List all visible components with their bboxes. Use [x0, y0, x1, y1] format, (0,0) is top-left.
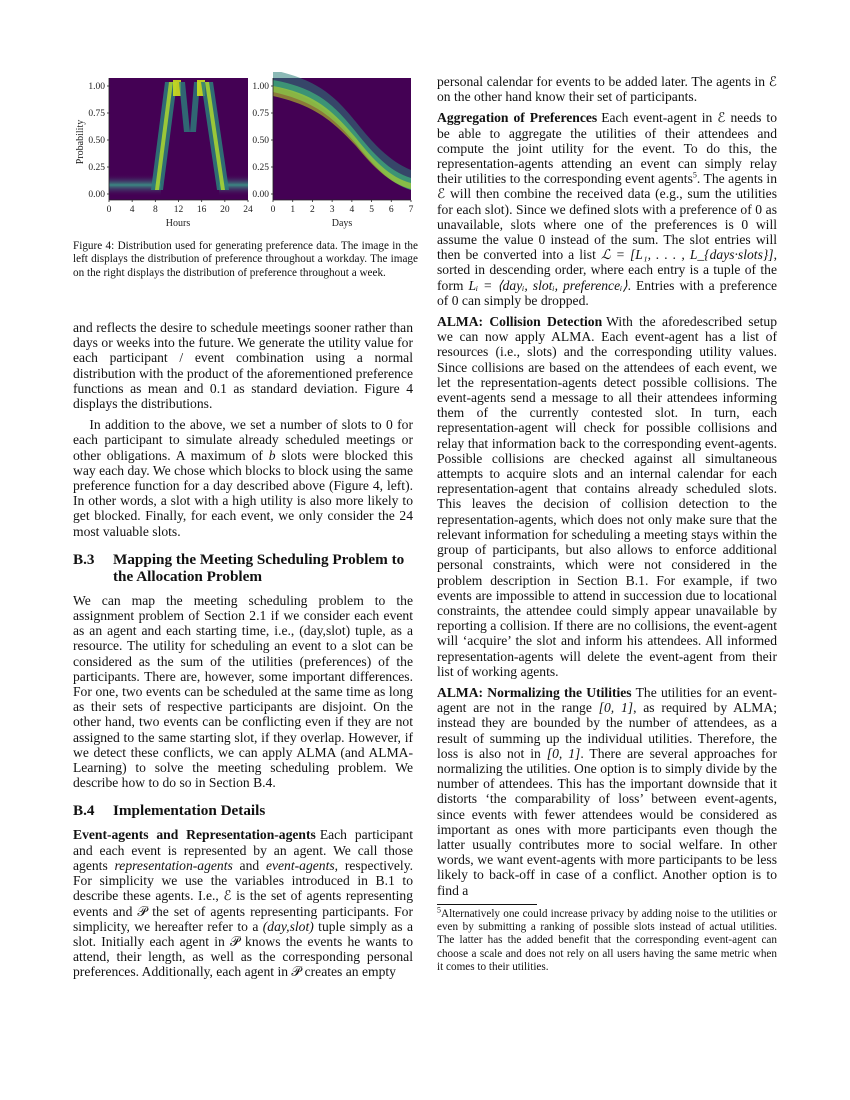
tick-label: 0.75	[88, 109, 105, 119]
tick-label: 2	[310, 205, 315, 215]
tick-label: 0.50	[88, 136, 105, 146]
text-run: Each participant and each event is represented by an agent. We call those agents	[73, 827, 413, 873]
text-run: . There are several approaches for normalizing the utilities. One option is to simply divide by the number of attendees. This has the important downside that it distorts ‘the comparability of loss’ between event-agents, since events with fewer attendees would be considered as important as ones with more participants even though the latter usually contributes more to social welfare. In other words, we want event-agents with more participants to be less likely to back-off in case of a conflict. Another option is to find a	[437, 745, 777, 898]
run-in-heading: ALMA: Collision Detection	[437, 314, 603, 330]
figure-4-caption: Figure 4: Distribution used for generating preference data. The image in the left displays the distribution of preference throughout a workday. The image on the right displays the distribution of preference throughout a week.	[73, 240, 418, 279]
text-run: In addition to the above, we set a number of slots to 0 for each participant to simulate already scheduled meetings or other obligations. A maximum of	[73, 417, 413, 463]
tick-label: 0.50	[252, 136, 269, 146]
right-x-axis-label: Days	[331, 218, 353, 229]
footnote-rule	[437, 904, 537, 905]
math-expression: ℒ = [L₁, . . . , L_{days·slots}]	[600, 247, 774, 263]
paragraph	[73, 827, 413, 979]
right-x-tick-labels	[271, 200, 414, 215]
math-variable: b	[268, 447, 276, 463]
footnote-marker: 5	[692, 170, 697, 180]
tick-label: 5	[369, 205, 374, 215]
run-in-heading: Event-agents and Representation-agents	[73, 827, 316, 843]
footnote-number: 5	[437, 905, 441, 915]
tick-label: 0.25	[252, 163, 269, 173]
tick-label: 0.00	[88, 190, 105, 200]
math-expression: [0, 1]	[598, 700, 634, 716]
text-run: Each event-agent in ℰ needs to be able to aggregate the utilities of their attendees and compute the joint utility for the event. To do this, the representation-agents attending an event can simply relay their utilities to the corresponding event agents	[437, 110, 777, 187]
tick-label: 7	[408, 205, 414, 215]
paragraph	[437, 314, 777, 679]
tick-label: 0	[106, 205, 112, 215]
tick-label: 24	[243, 205, 253, 215]
paragraph	[437, 110, 777, 308]
paragraph	[437, 685, 777, 898]
right-y-tick-labels	[252, 82, 273, 200]
tick-label: 0.00	[252, 190, 269, 200]
paragraph: personal calendar for events to be added later. The agents in ℰ on the other hand know their set of participants.	[437, 74, 777, 105]
tick-label: 20	[220, 205, 230, 215]
paragraph: We can map the meeting scheduling problem to the assignment problem of Section 2.1 if we consider each event as an agent and each starting time, i.e., (day,slot) tuple, as a resource. The utility for scheduling an event to a slot can be considered as the sum of the utilities (preferences) of the participants. There are, however, some important differences. For one, two events can be scheduled at the same time as long as their sets of respective participants are disjoint. On the other hand, two events can be conflicting even if they are not assigned to the same starting slot, if they overlap. However, if we detect these conflicts, we can apply ALMA (and ALMA-Learning) to solve the meeting scheduling problem. We describe how to do so in Section B.4.	[73, 592, 413, 791]
tick-label: 1	[290, 205, 296, 215]
run-in-heading: Aggregation of Preferences	[437, 110, 598, 126]
text-run: and	[232, 857, 266, 873]
footnote	[437, 905, 777, 974]
text-run: With the aforedescribed setup we can now apply ALMA. Each event-agent has a list of resources (i.e., slots) and the corresponding utility values. Since collisions are based on the attendees of each event, we let the representation-agents detect possible collisions. The event-agents send a message to all their attendees informing them of the currently contested slot. In turn, each representation-agent will check for possible collisions and relay that information back to the corresponding event-agents. Possible collisions are checked against all simultaneous attempts to acquire slots and an internal calendar for each representation-agent that contains already scheduled slots. This leaves the decision of collision detection to the representation-agents, which does not only make sure that the relevant information for scheduling a meeting stays within the group of participants, but also allows to enforce additional personal constraints, which were not considered in the problem description in Section B.1. For example, if two events are impossible to attend in succession due to locational constraints, the attendee could simply appear unavailable by reporting a collision. If there are no collisions, the event-agent will ‘acquire’ the slot and inform his attendees. All informed representation-agents will delete the event-agent from their list of working agents.	[437, 314, 777, 679]
math-expression: (day,slot)	[262, 918, 314, 934]
tick-label: 3	[329, 205, 335, 215]
tick-label: 6	[388, 205, 394, 215]
text-run: slots were blocked this way each day. We chose which blocks to block using the same preference function for a day described above (Figure 4, left). In other words, a slot with a high utility is also more likely to get blocked. Finally, for each event, we only consider the 24 most valuable slots.	[73, 447, 413, 539]
left-x-tick-labels	[107, 200, 253, 215]
left-x-axis-label: Hours	[165, 218, 191, 229]
footnote-text: Alternatively one could increase privacy by adding noise to the utilities or even by submitting a ranking of possible slots instead of actual utilities. The latter has the added benefit that the corresponding event-agent can choose a scale and does not rely on all users having the same metric when it comes to their utilities.	[437, 908, 777, 973]
text-run: , sorted in descending order, where each entry is a tuple of the form	[437, 247, 777, 293]
left-heatmap	[109, 78, 248, 200]
text-run: . Entries with a preference of 0 can simply be dropped.	[437, 277, 778, 308]
paragraph	[73, 417, 413, 539]
tick-label: 8	[152, 205, 158, 215]
tick-label: 0	[270, 205, 276, 215]
text-run: . The agents in ℰ will then combine the received data (e.g., sum the utilities for each slot). Since we defined slots with a preference of 0 as unavailable, slots where one of the preferences is 0 will assume the value 0 instead of the sum. The slot entries will then be converted into a list	[437, 171, 777, 263]
tick-label: 1.00	[252, 82, 269, 92]
run-in-heading: ALMA: Normalizing the Utilities	[437, 684, 632, 700]
section-heading-b4	[73, 802, 413, 819]
tick-label: 4	[129, 205, 135, 215]
paragraph: and reflects the desire to schedule meetings sooner rather than days or weeks into the future. We generate the utility value for each participant / event combination using a normal distribution with the product of the aforementioned preference functions as mean and 0.1 as standard deviation. Figure 4 displays the distributions.	[73, 320, 413, 412]
right-column	[437, 74, 777, 904]
text-run: The utilities for an event-agent are not in the range	[437, 684, 778, 716]
section-title: Implementation Details	[113, 802, 266, 820]
figure-4-plots	[73, 72, 418, 232]
text-run: , respectively. For simplicity we use the variables introduced in B.1 to describe these agents. I.e., ℰ is the set of agents representing events and 𝒫 the set of agents representing participants. For simplicity, we hereafter refer to a	[73, 857, 413, 934]
text-run: tuple simply as a slot. Initially each agent in 𝒫 knows the events he wants to attend, their length, as well as the corresponding personal preferences. Additionally, each agent in 𝒫 creates an empty	[73, 918, 413, 980]
italic-term: event-agents	[265, 857, 335, 873]
text-run: , as required by ALMA; instead they are bounded by the number of attendees, as a result of summing up the individual utilities. Therefore, the loss is also not in	[437, 700, 777, 761]
tick-label: 12	[173, 205, 184, 215]
left-column	[73, 320, 413, 986]
section-title: Mapping the Meeting Scheduling Problem to the Allocation Problem	[113, 550, 405, 585]
math-expression: Lᵢ = ⟨dayᵢ, slotᵢ, preferenceᵢ⟩	[468, 277, 628, 293]
tick-label: 1.00	[88, 82, 105, 92]
section-number: B.3	[73, 550, 95, 568]
right-heatmap	[273, 72, 411, 200]
left-y-tick-labels	[88, 82, 109, 200]
tick-label: 16	[196, 205, 207, 215]
tick-label: 0.75	[252, 109, 269, 119]
section-number: B.4	[73, 802, 95, 820]
tick-label: 0.25	[88, 163, 105, 173]
math-expression: [0, 1]	[546, 745, 581, 761]
left-y-axis-label: Probability	[75, 119, 86, 165]
italic-term: representation-agents	[114, 857, 233, 873]
tick-label: 4	[349, 205, 355, 215]
section-heading-b3	[73, 551, 413, 585]
